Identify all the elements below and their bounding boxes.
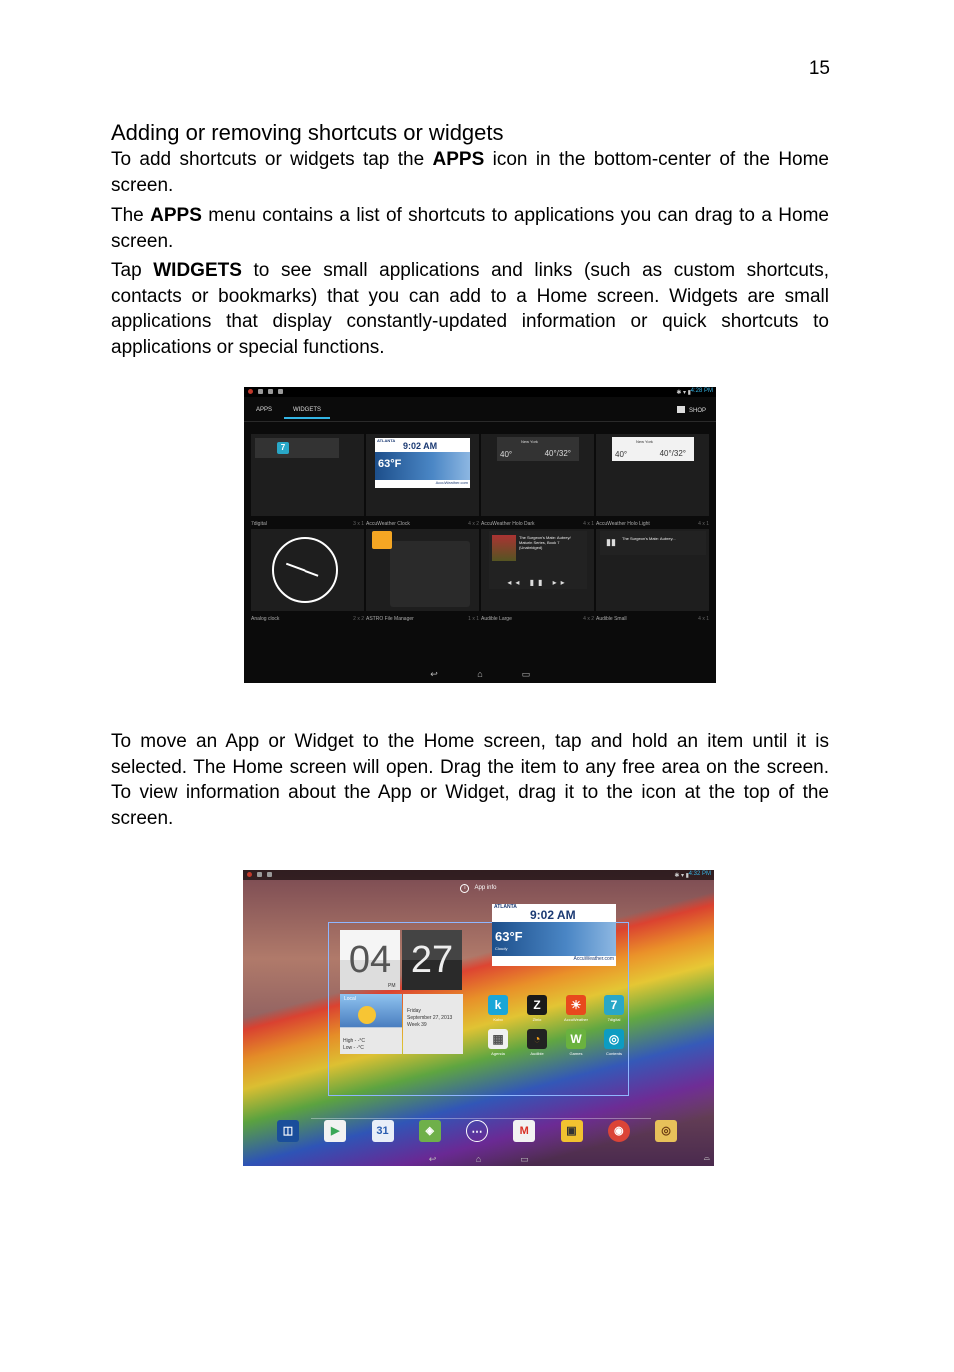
app-info-drop-target[interactable]: i App info xyxy=(243,884,714,893)
apps-keyword: APPS xyxy=(150,205,202,226)
all-apps-icon[interactable]: ⋯ xyxy=(466,1120,488,1142)
zinio-icon: Z xyxy=(527,995,547,1015)
tab-apps[interactable]: APPS xyxy=(256,407,273,413)
dock xyxy=(277,1120,677,1142)
paragraph-apps-menu: The APPS menu contains a list of shortcuts to applications you can drag to a Home screen. xyxy=(111,205,829,252)
section-heading: Adding or removing shortcuts or widgets xyxy=(111,120,504,145)
back-icon[interactable]: ↩ xyxy=(428,1154,437,1164)
status-bar xyxy=(243,870,714,880)
nav-bar xyxy=(243,1152,714,1166)
home-icon[interactable]: ⌂ xyxy=(475,1154,482,1164)
paragraph-apps-icon: To add shortcuts or widgets tap the APPS icon in the bottom-center of the Home screen. xyxy=(111,149,829,196)
image-icon xyxy=(258,389,263,394)
image-icon xyxy=(257,872,262,877)
app-audible[interactable]: ◔ Audible xyxy=(522,1029,552,1056)
widgets-screenshot xyxy=(244,387,716,683)
screenshot-icon xyxy=(268,389,273,394)
book-cover-icon xyxy=(492,535,516,561)
play-store-icon[interactable]: ▶ xyxy=(324,1120,346,1142)
shop-bag-icon xyxy=(677,406,685,413)
back-icon[interactable]: ↩ xyxy=(430,669,438,679)
tab-widgets[interactable]: WIDGETS xyxy=(293,407,321,413)
chrome-icon[interactable]: ◉ xyxy=(608,1120,630,1142)
signal-icon: ✱ ▾ ▮ xyxy=(674,873,689,879)
calendar-icon[interactable]: 31 xyxy=(372,1120,394,1142)
gallery-icon[interactable]: ▣ xyxy=(561,1120,583,1142)
maps-icon[interactable]: ◈ xyxy=(419,1120,441,1142)
pause-icon: ▮▮ xyxy=(606,537,616,547)
widget-astro-file-manager[interactable]: ASTRO File Manager 1 x 1 xyxy=(366,529,479,622)
status-time: 4:32 PM xyxy=(688,871,711,877)
clock-ampm: PM xyxy=(388,983,396,989)
recent-apps-icon[interactable]: ▭ xyxy=(520,1154,529,1164)
rotation-lock-icon[interactable]: ⌓ xyxy=(703,1153,710,1162)
app-agenda[interactable]: ▦ Agenda xyxy=(483,1029,513,1056)
signal-icon: ✱ ▾ ▮ xyxy=(676,390,691,396)
sun-icon xyxy=(358,1006,376,1024)
widget-accuweather-holo-dark[interactable]: New York 40° 40°/32° AccuWeather Holo Dark 4 x 1 xyxy=(481,434,594,527)
camera-app-icon[interactable]: ◎ xyxy=(655,1120,677,1142)
shop-button[interactable]: SHOP xyxy=(677,406,706,414)
status-time: 4:28 PM xyxy=(690,388,713,394)
home-screen-screenshot xyxy=(243,870,714,1166)
apps-tabbar xyxy=(244,399,716,422)
recent-apps-icon[interactable]: ▭ xyxy=(521,669,531,679)
date-tile[interactable]: Friday September 27, 2013 Week 39 xyxy=(403,994,463,1054)
widget-7digital[interactable]: 7 7digital 3 x 1 xyxy=(251,434,364,527)
screenshot-icon xyxy=(267,872,272,877)
notification-icon xyxy=(247,872,252,877)
dolby-icon[interactable]: ◫ xyxy=(277,1120,299,1142)
nav-bar xyxy=(244,665,716,683)
folder-icon xyxy=(372,531,392,549)
widget-accuweather-holo-light[interactable]: New York 40° 40°/32° AccuWeather Holo Light 4 x 1 xyxy=(596,434,709,527)
games-icon: W xyxy=(566,1029,586,1049)
paragraph-move-app: To move an App or Widget to the Home screen, tap and hold an item until it is selected. The Home screen will open. Drag the item to any free area on the screen. To view information about the App or Widget, drag it to the icon at the top of the screen. xyxy=(111,731,829,829)
playback-controls-icon: ◂◂ ▮▮ ▸▸ xyxy=(507,578,569,587)
home-icon[interactable]: ⌂ xyxy=(477,669,483,679)
widget-analog-clock[interactable]: Analog clock 2 x 2 xyxy=(251,529,364,622)
info-icon: i xyxy=(460,884,469,893)
camera-icon xyxy=(278,389,283,394)
clock-hour: 04 xyxy=(340,930,400,990)
app-zinio[interactable]: Z Zinio xyxy=(522,995,552,1022)
status-bar xyxy=(244,387,716,397)
app-games[interactable]: W Games xyxy=(561,1029,591,1056)
app-accuweather[interactable]: ☀ AccuWeather xyxy=(561,995,591,1022)
widget-audible-large[interactable]: The Surgeon's Mate: Aubrey/ Maturin Series, Book 7 (Unabridged) ◂◂ ▮▮ ▸▸ Audible Large 4 x 2 xyxy=(481,529,594,622)
notification-icon xyxy=(248,389,253,394)
weather-tile[interactable]: Local High - -°C Low - -°C xyxy=(340,994,402,1054)
accuweather-widget[interactable]: ATLANTA 9:02 AM 63°F Cloudy AccuWeather.com xyxy=(492,904,616,966)
app-7digital[interactable]: 7 7digital xyxy=(599,995,629,1022)
widget-accuweather-clock[interactable]: ATLANTA 9:02 AM 63°F AccuWeather.com AccuWeather Clock 4 x 2 xyxy=(366,434,479,527)
analog-clock-icon xyxy=(272,537,338,603)
widget-audible-small[interactable]: ▮▮ The Surgeon's Mate: Aubrey... Audible Small 4 x 1 xyxy=(596,529,709,622)
audible-icon: ◔ xyxy=(527,1029,547,1049)
7digital-icon: 7 xyxy=(277,442,289,454)
agenda-icon: ▦ xyxy=(488,1029,508,1049)
widgets-keyword: WIDGETS xyxy=(153,260,242,281)
accuweather-icon: ☀ xyxy=(566,995,586,1015)
gmail-icon[interactable]: M xyxy=(513,1120,535,1142)
kobo-icon: k xyxy=(488,995,508,1015)
app-kobo[interactable]: k Kobo xyxy=(483,995,513,1022)
paragraph-widgets: Tap WIDGETS to see small applications and links (such as custom shortcuts, contacts or bookmarks) that you can add to a Home screen. Widgets are small applications that display constantly-updated information or quick shortcuts to applications or special functions. xyxy=(111,260,829,358)
app-contents[interactable]: ◎ Contents xyxy=(599,1029,629,1056)
7digital-icon: 7 xyxy=(604,995,624,1015)
contents-icon: ◎ xyxy=(604,1029,624,1049)
clock-minute: 27 xyxy=(402,930,462,990)
apps-keyword: APPS xyxy=(432,149,485,170)
dock-divider xyxy=(311,1118,651,1119)
page-number: 15 xyxy=(808,58,830,79)
